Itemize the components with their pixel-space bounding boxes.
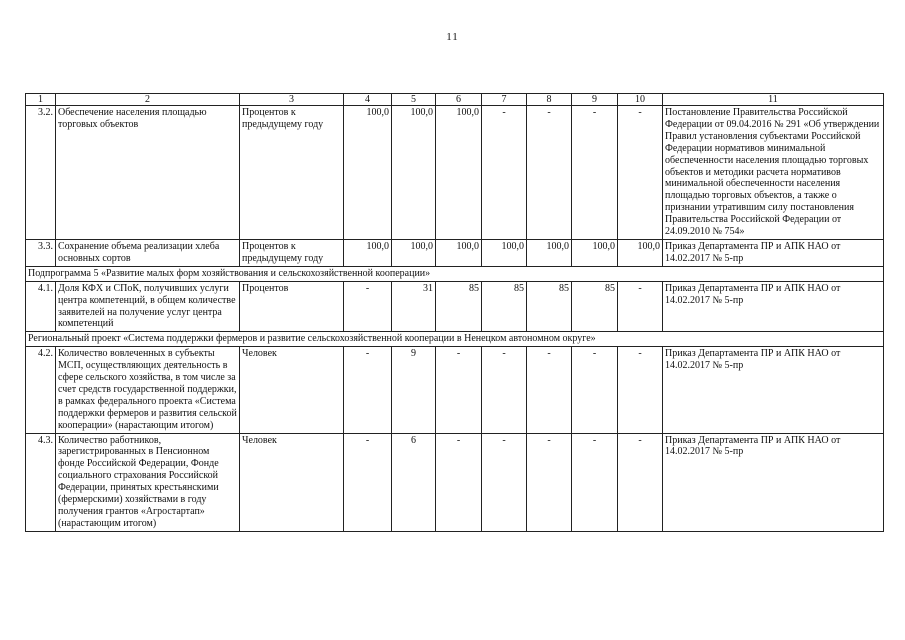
indicator-name: Количество вовлеченных в субъекты МСП, осуществляющих деятельность в сфере сельского хозяйства, в том числе за счет средств государственной поддержки, в рамках федерального проекта «Система поддержки фермеров и развития сельской кооперации» (нарастающим итогом)	[56, 347, 240, 433]
source-document: Приказ Департамента ПР и АПК НАО от 14.02.2017 № 5-пр	[663, 239, 884, 266]
section-row	[26, 332, 884, 347]
value-cell: -	[482, 433, 527, 531]
value-cell: 100,0	[572, 239, 618, 266]
value-cell: -	[344, 281, 392, 332]
indicator-name: Обеспечение населения площадью торговых объектов	[56, 106, 240, 240]
table-row	[26, 239, 884, 266]
unit-cell: Процентов	[240, 281, 344, 332]
value-cell: 9	[392, 347, 436, 433]
row-number: 4.1.	[26, 281, 56, 332]
source-document: Приказ Департамента ПР и АПК НАО от 14.02.2017 № 5-пр	[663, 347, 884, 433]
unit-cell: Процентов к предыдущему году	[240, 239, 344, 266]
column-header: 11	[663, 94, 884, 106]
column-header: 8	[527, 94, 572, 106]
value-cell: -	[482, 106, 527, 240]
value-cell: -	[344, 347, 392, 433]
column-header: 4	[344, 94, 392, 106]
value-cell: 100,0	[527, 239, 572, 266]
table-row	[26, 281, 884, 332]
value-cell: -	[618, 347, 663, 433]
column-header: 6	[436, 94, 482, 106]
source-document: Постановление Правительства Российской Федерации от 09.04.2016 № 291 «Об утверждении Правил установления субъектами Российской Федерации нормативов минимальной обеспеченности населения площадью торговых объектов и методики расчета нормативов минимальной обеспеченности населения площадью торговых объектов, а также о признании утратившим силу постановления Правительства Российской Федерации от 24.09.2010 № 754»	[663, 106, 884, 240]
value-cell: 85	[436, 281, 482, 332]
column-header: 1	[26, 94, 56, 106]
indicator-name: Количество работников, зарегистрированных в Пенсионном фонде Российской Федерации, Фонде социального страхования Российской Федерации, принятых крестьянскими (фермерскими) хозяйствами в году получения грантов «Агростартап» (нарастающим итогом)	[56, 433, 240, 531]
value-cell: -	[482, 347, 527, 433]
value-cell: -	[527, 106, 572, 240]
column-header: 10	[618, 94, 663, 106]
value-cell: -	[572, 347, 618, 433]
value-cell: 100,0	[392, 106, 436, 240]
row-number: 4.2.	[26, 347, 56, 433]
column-header: 3	[240, 94, 344, 106]
value-cell: 31	[392, 281, 436, 332]
value-cell: 100,0	[344, 106, 392, 240]
value-cell: -	[618, 433, 663, 531]
regional-project-title: Региональный проект «Система поддержки фермеров и развитие сельскохозяйственной кооперации в Ненецком автономном округе»	[26, 332, 884, 347]
value-cell: -	[527, 347, 572, 433]
page-number: 11	[446, 31, 459, 43]
column-number-row	[26, 94, 884, 106]
value-cell: 100,0	[618, 239, 663, 266]
table-row	[26, 106, 884, 240]
value-cell: 100,0	[436, 106, 482, 240]
row-number: 3.3.	[26, 239, 56, 266]
section-row	[26, 266, 884, 281]
unit-cell: Процентов к предыдущему году	[240, 106, 344, 240]
value-cell: -	[436, 347, 482, 433]
column-header: 7	[482, 94, 527, 106]
value-cell: -	[618, 106, 663, 240]
indicator-name: Доля КФХ и СПоК, получивших услуги центра компетенций, в общем количестве заявителей на получение услуг центра компетенций	[56, 281, 240, 332]
source-document: Приказ Департамента ПР и АПК НАО от 14.02.2017 № 5-пр	[663, 433, 884, 531]
unit-cell: Человек	[240, 347, 344, 433]
value-cell: -	[344, 433, 392, 531]
value-cell: 100,0	[482, 239, 527, 266]
value-cell: -	[572, 106, 618, 240]
value-cell: 100,0	[344, 239, 392, 266]
indicator-name: Сохранение объема реализации хлеба основных сортов	[56, 239, 240, 266]
value-cell: 100,0	[436, 239, 482, 266]
value-cell: 100,0	[392, 239, 436, 266]
indicators-table	[25, 93, 884, 532]
value-cell: -	[436, 433, 482, 531]
column-header: 9	[572, 94, 618, 106]
value-cell: 85	[482, 281, 527, 332]
value-cell: -	[572, 433, 618, 531]
source-document: Приказ Департамента ПР и АПК НАО от 14.02.2017 № 5-пр	[663, 281, 884, 332]
column-header: 2	[56, 94, 240, 106]
table-row	[26, 347, 884, 433]
value-cell: -	[527, 433, 572, 531]
column-header: 5	[392, 94, 436, 106]
table-row	[26, 433, 884, 531]
value-cell: 85	[527, 281, 572, 332]
value-cell: 6	[392, 433, 436, 531]
row-number: 3.2.	[26, 106, 56, 240]
value-cell: -	[618, 281, 663, 332]
subprogram-title: Подпрограмма 5 «Развитие малых форм хозяйствования и сельскохозяйственной кооперации»	[26, 266, 884, 281]
unit-cell: Человек	[240, 433, 344, 531]
row-number: 4.3.	[26, 433, 56, 531]
value-cell: 85	[572, 281, 618, 332]
